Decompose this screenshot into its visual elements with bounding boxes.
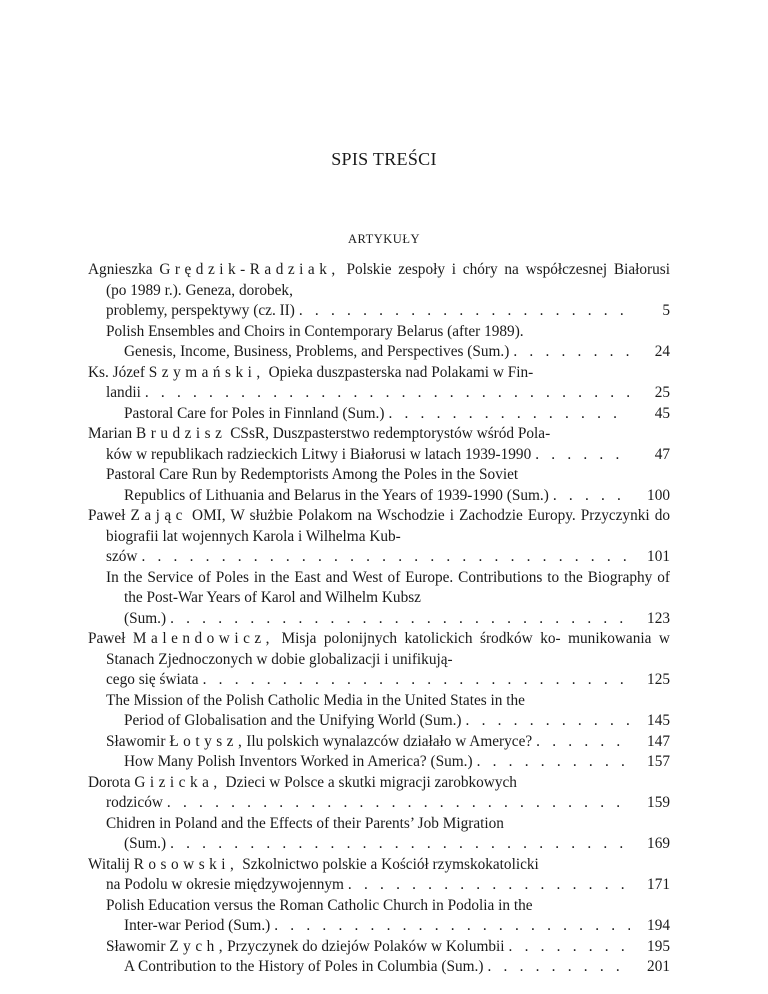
dot-leader — [509, 937, 630, 958]
page-number: 195 — [647, 937, 670, 955]
entry-last-line: Period of Globalisation and the Unifying World (Sum.) — [124, 712, 462, 729]
author-surname: Grędzik-Radziak, — [159, 261, 340, 278]
page-number: 100 — [647, 486, 670, 504]
entry-title-text: Opieka duszpasterska nad Polakami w Fin- — [268, 363, 534, 381]
entry-last-line: Inter-war Period (Sum.) — [124, 917, 271, 934]
page-number: 145 — [647, 712, 670, 729]
dot-leader — [536, 732, 630, 753]
toc-article-entry — [88, 629, 670, 691]
author-first-name: Paweł — [88, 507, 126, 524]
dot-leader — [299, 301, 630, 322]
toc-article-entry — [88, 260, 670, 322]
author-surname: Zych, — [169, 937, 228, 955]
author-surname: Malendowicz, — [132, 630, 274, 647]
toc-article-entry — [88, 855, 670, 896]
page-number: 147 — [647, 732, 670, 750]
entry-last-line: cego się świata — [106, 671, 199, 688]
page-title: SPIS TREŚCI — [331, 149, 437, 169]
author-surname: Brudzisz — [136, 425, 227, 442]
dot-leader — [388, 404, 630, 425]
entry-title-text: The Mission of the Polish Catholic Media in the United States in the — [106, 691, 525, 709]
toc-summary-entry — [106, 322, 670, 363]
table-of-contents — [88, 260, 670, 978]
page-number: 194 — [647, 917, 670, 934]
page-number: 125 — [647, 671, 670, 688]
author-first-name: Witalij — [88, 855, 130, 873]
author-first-name: Dorota — [88, 773, 131, 791]
toc-article-entry — [88, 773, 670, 814]
entry-title-text: Polish Education versus the Roman Catholic Church in Podolia in the — [106, 896, 533, 914]
toc-article-entry — [88, 424, 670, 465]
toc-summary-entry — [106, 691, 670, 732]
toc-summary-entry — [106, 404, 670, 425]
dot-leader — [487, 957, 630, 978]
toc-summary-entry — [106, 814, 670, 855]
entry-last-line: rodziców — [106, 794, 163, 811]
dot-leader — [167, 793, 630, 814]
page-number: 45 — [654, 404, 670, 422]
dot-leader — [348, 875, 630, 896]
page-number: 123 — [647, 609, 670, 627]
entry-title-text: In the Service of Poles in the East and West of Europe. Contributions to the Biography of the Post-War Years of Karol and Wilhelm Kubsz — [106, 568, 670, 606]
entry-last-line: problemy, perspektywy (cz. II) — [106, 302, 295, 319]
author-first-name: Marian — [88, 425, 133, 442]
dot-leader — [466, 711, 630, 732]
page-number: 101 — [647, 548, 670, 565]
entry-last-line: Pastoral Care for Poles in Finnland (Sum.) — [124, 404, 385, 422]
entry-last-line: (Sum.) — [124, 609, 167, 627]
entry-title-text: Szkolnictwo polskie a Kościół rzymskokatolicki — [242, 855, 539, 873]
dot-leader — [513, 342, 630, 363]
entry-last-line: Republics of Lithuania and Belarus in the Years of 1939-1990 (Sum.) — [124, 486, 549, 504]
toc-summary-entry — [106, 752, 670, 773]
entry-last-line: Przyczynek do dziejów Polaków w Kolumbii — [227, 937, 505, 955]
entry-title-text: Polish Ensembles and Choirs in Contemporary Belarus (after 1989). — [106, 322, 524, 340]
page-number: 171 — [647, 876, 670, 893]
toc-article-entry — [88, 937, 670, 958]
toc-article-entry — [88, 363, 670, 404]
entry-last-line: (Sum.) — [124, 835, 167, 852]
page-number: 25 — [654, 384, 670, 401]
dot-leader — [141, 547, 630, 568]
page-number: 159 — [647, 794, 670, 811]
page-number: 24 — [654, 343, 670, 360]
author-surname: Szymański, — [148, 363, 265, 381]
entry-title-text: Polskie zespoły i chóry na współczesnej Białorusi (po 1989 r.). Geneza, dorobek, — [106, 261, 671, 299]
dot-leader — [477, 752, 630, 773]
toc-summary-entry — [106, 957, 670, 978]
toc-summary-entry — [106, 896, 670, 937]
entry-last-line: szów — [106, 548, 138, 565]
dot-leader — [170, 834, 630, 855]
author-first-name: Paweł — [88, 630, 126, 647]
dot-leader — [203, 670, 630, 691]
entry-last-line: Ilu polskich wynalazców działało w Ameryce? — [246, 732, 533, 750]
dot-leader — [274, 916, 630, 937]
entry-last-line: ków w republikach radzieckich Litwy i Białorusi w latach 1939-1990 — [106, 445, 532, 463]
page-number: 5 — [662, 302, 670, 319]
page-number: 169 — [647, 835, 670, 852]
toc-summary-entry — [106, 465, 670, 506]
page-number: 47 — [654, 445, 670, 463]
entry-title-text: OMI, W służbie Polakom na Wschodzie i Zachodzie Europy. Przyczynki do biografii lat wojennych Karola i Wilhelma Kub- — [106, 507, 670, 545]
entry-title-text: Chidren in Poland and the Effects of their Parents’ Job Migration — [106, 814, 504, 832]
entry-last-line: A Contribution to the History of Poles in Columbia (Sum.) — [124, 958, 484, 975]
toc-summary-entry — [106, 568, 670, 630]
author-surname: Zając — [130, 507, 187, 524]
dot-leader — [170, 609, 630, 630]
toc-article-entry — [88, 732, 670, 753]
author-first-name: Sławomir — [106, 937, 166, 955]
entry-last-line: Genesis, Income, Business, Problems, and Perspectives (Sum.) — [124, 343, 510, 360]
author-first-name: Ks. Józef — [88, 363, 145, 381]
section-heading: ARTYKUŁY — [348, 232, 420, 246]
dot-leader — [145, 383, 630, 404]
author-surname: Gizicka, — [134, 773, 222, 791]
dot-leader — [553, 486, 630, 507]
author-first-name: Agnieszka — [88, 261, 153, 278]
entry-title-text: Misja polonijnych katolickich środków ko- munikowania w Stanach Zjednoczonych w dobie globalizacji i unifikują- — [106, 630, 670, 668]
toc-article-entry — [88, 506, 670, 568]
entry-title-text: Dzieci w Polsce a skutki migracji zarobkowych — [225, 773, 517, 791]
entry-title-text: Pastoral Care Run by Redemptorists Among the Poles in the Soviet — [106, 466, 519, 483]
entry-last-line: How Many Polish Inventors Worked in America? (Sum.) — [124, 753, 473, 770]
author-first-name: Sławomir — [106, 732, 166, 750]
entry-last-line: na Podolu w okresie międzywojennym — [106, 876, 344, 893]
page-number: 201 — [647, 958, 670, 975]
page-number: 157 — [647, 753, 670, 770]
entry-title-text: CSsR, Duszpasterstwo redemptorystów wśród Pola- — [230, 425, 551, 442]
entry-last-line: landii — [106, 384, 141, 401]
author-surname: Rosowski, — [133, 855, 239, 873]
author-surname: Łotysz, — [169, 732, 247, 750]
dot-leader — [535, 445, 630, 466]
